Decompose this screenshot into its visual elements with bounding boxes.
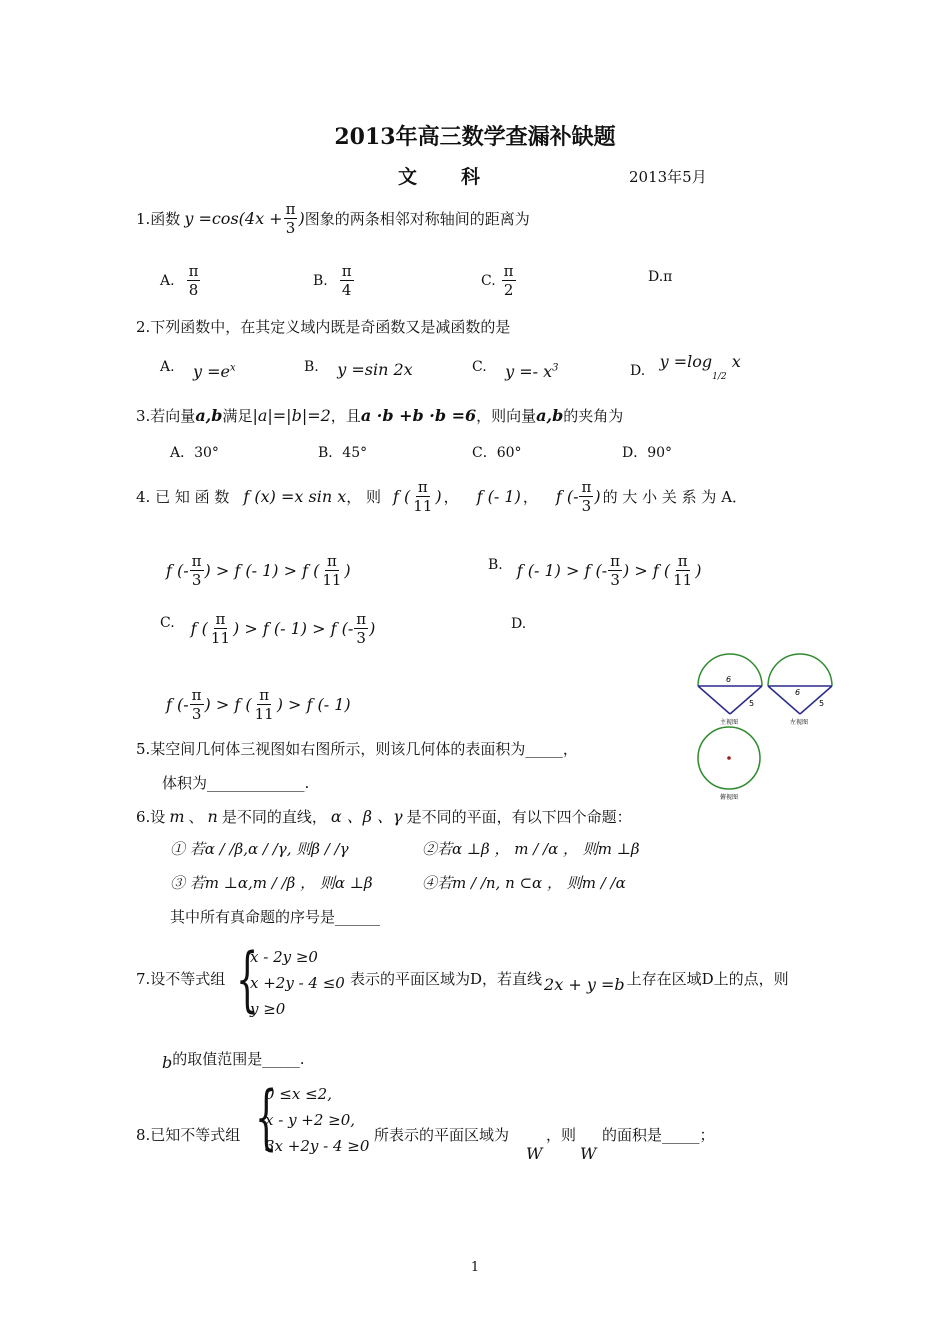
q7-line-equation: 2x + y =b	[544, 975, 625, 994]
option-label: A.	[160, 359, 175, 375]
option-expr: $y =e^x$	[193, 362, 236, 381]
q3-vectors: a,b	[536, 406, 564, 425]
q4-option-c: C. f ( $\frac{\pi}{11}$ ) > f (- 1) > f (- $\frac{\pi}{3}$ )	[160, 610, 376, 647]
q4-expr: )	[594, 487, 601, 506]
question-2: 2.下列函数中，在其定义域内既是奇函数又是减函数的是	[136, 318, 511, 336]
q7-text-post: 上存在区域D上的点，则	[626, 970, 789, 988]
q3-condition-2: a ·b +b ·b =6	[360, 406, 477, 425]
option-expr: $y =\log_{1/2}$ x	[659, 352, 741, 383]
q2-option-c	[472, 356, 559, 381]
q4-fraction: $\frac{\pi}{11}$	[413, 478, 433, 515]
q6-prefix: 6.设	[136, 808, 166, 826]
question-7-label: 7.设不等式组	[136, 970, 226, 988]
q3-prefix: 3.若向量	[136, 407, 196, 425]
q6-proposition-1: ① 若α / /β,α / /γ, 则β / /γ	[170, 840, 349, 858]
q4-function: f (x) =x sin x	[243, 487, 347, 506]
q6-text: 是不同的平面，有以下四个命题：	[406, 808, 632, 826]
question-3	[136, 405, 623, 426]
q3-option-c: C．60°	[472, 445, 522, 461]
q3-option-a: A．30°	[170, 445, 219, 461]
q7-ineq-2: x +2y - 4 ≤0	[250, 974, 345, 992]
q1-option-b	[313, 262, 355, 299]
question-6: 6.设 m 、 n 是不同的直线， α 、β 、γ 是不同的平面，有以下四个命题：	[136, 807, 632, 826]
q4-expr: f (- 1)	[476, 487, 521, 506]
q1-formula: y =cos(4x +	[184, 209, 283, 228]
q7-ask	[162, 1048, 305, 1072]
q3-option-b: B．45°	[318, 445, 368, 461]
front-view	[698, 654, 762, 726]
option-label: C.	[472, 359, 487, 375]
q8-ineq-1: 0 ≤x ≤2,	[265, 1085, 332, 1103]
q8-ineq-3: 3x +2y - 4 ≥0	[265, 1137, 370, 1155]
question-8-label: 8.已知不等式组	[136, 1126, 241, 1144]
q8-w2: W	[580, 1144, 597, 1163]
option-expr: $y =- x^3$	[505, 362, 559, 381]
q4-option-b: B. f (- 1) > f (- $\frac{\pi}{3}$ ) > f ( $\frac{\pi}{11}$ )	[488, 552, 702, 589]
q1-prefix: 1.函数	[136, 210, 181, 228]
q4-text: ， 则	[346, 488, 382, 506]
front-chord-label: 6	[726, 675, 732, 684]
q1-fraction: $\frac{\pi}{3}$	[285, 200, 296, 237]
question-1	[136, 200, 530, 237]
q4-prefix: 4. 已 知 函 数	[136, 488, 230, 506]
q7-brace: {	[236, 938, 259, 1020]
q3-text: 满足	[222, 407, 253, 425]
q8-ask: 的面积是_____；	[602, 1126, 715, 1144]
side-chord-label: 6	[795, 688, 801, 697]
q8-w1: W	[526, 1144, 543, 1163]
q4-option-a: f (- $\frac{\pi}{3}$ ) > f (- 1) > f ( $\frac{\pi}{11}$ )	[166, 552, 351, 589]
exam-date: 2013年5月	[629, 168, 707, 186]
q1-option-c	[481, 262, 517, 299]
q1-option-d: D.π	[648, 269, 673, 285]
front-slant-label: 5	[749, 699, 755, 708]
option-label: C.	[481, 272, 496, 289]
subject-label: 文 科	[398, 166, 483, 188]
option-fraction: $\frac{\pi}{2}$	[503, 262, 514, 299]
center-point	[727, 756, 731, 760]
q7-ask-text: 的取值范围是_____.	[172, 1050, 305, 1068]
q2-option-a	[160, 356, 236, 381]
option-fraction: $\frac{\pi}{8}$	[188, 262, 199, 299]
top-view	[698, 727, 760, 801]
page-number: 1	[470, 1260, 480, 1275]
q1-text: 图象的两条相邻对称轴间的距离为	[304, 210, 530, 228]
side-view-label: 左视图	[790, 719, 809, 726]
three-view-figure	[692, 650, 834, 802]
q7-text-mid: 表示的平面区域为D，若直线	[350, 970, 543, 988]
q7-ineq-1: x - 2y ≥0	[250, 948, 318, 966]
option-label: A.	[160, 272, 175, 289]
q8-brace: {	[255, 1076, 278, 1158]
q6-planes: α 、β 、γ	[330, 807, 403, 826]
option-label: B.	[304, 359, 319, 375]
q3-text: ，且	[330, 407, 361, 425]
q4-expr: f (	[393, 487, 411, 506]
q2-option-b	[304, 356, 413, 379]
q4-option-d-label: D.	[511, 616, 527, 632]
q6-proposition-2: ②若α ⊥β ， m / /α ， 则m ⊥β	[422, 840, 640, 858]
q1-formula-close: )	[298, 209, 305, 228]
q3-condition-1: |a|=|b|=2	[252, 406, 331, 425]
option-label: D.	[630, 363, 646, 379]
q7-ineq-3: y ≥0	[250, 1000, 286, 1018]
q7-text	[350, 968, 789, 994]
q2-option-d	[630, 352, 741, 383]
q6-proposition-3: ③ 若m ⊥α,m / /β ， 则α ⊥β	[170, 874, 373, 892]
q3-option-d: D．90°	[622, 445, 673, 461]
question-5: 5.某空间几何体三视图如右图所示，则该几何体的表面积为_____，	[136, 740, 578, 758]
option-fraction: $\frac{\pi}{4}$	[341, 262, 352, 299]
question-5-volume: 体积为_____________.	[162, 774, 310, 792]
q8-ineq-2: x - y +2 ≥0,	[265, 1111, 356, 1129]
q6-ask: 其中所有真命题的序号是______	[170, 908, 381, 926]
side-view	[768, 654, 832, 726]
q4-expr: )	[435, 487, 442, 506]
top-view-label: 俯视图	[720, 794, 739, 801]
document-title: 2013年高三数学查漏补缺题	[334, 124, 616, 150]
q1-option-a	[160, 262, 201, 299]
side-slant-label: 5	[819, 699, 825, 708]
q3-text: ，则向量	[476, 407, 537, 425]
q4-text: 的 大 小 关 系 为 A．	[602, 488, 748, 506]
q3-text: 的夹角为	[563, 407, 624, 425]
q6-n: n	[207, 807, 218, 826]
q4-fraction: $\frac{\pi}{3}$	[581, 478, 592, 515]
q6-m: m	[169, 807, 185, 826]
q6-text: 是不同的直线，	[221, 808, 327, 826]
q7-b: b	[162, 1053, 173, 1072]
option-expr: y =sin 2x	[337, 360, 413, 379]
q3-vectors: a,b	[195, 406, 223, 425]
front-view-label: 主视图	[720, 719, 739, 726]
q4-option-d: f (- $\frac{\pi}{3}$ ) > f ( $\frac{\pi}{11}$ ) > f (- 1)	[166, 686, 351, 723]
question-4: 4. 已 知 函 数 f (x) =x sin x ， 则 f ( $\frac{\pi}{11}$ ) ， f (- 1) ， f (- $\frac{\pi}{3}$ ) 的 大 小 关 系 为 A．	[136, 478, 748, 515]
q4-expr: f (-	[555, 487, 579, 506]
q8-text-mid: 所表示的平面区域为	[374, 1126, 510, 1144]
option-label: B.	[313, 272, 328, 289]
q6-proposition-4: ④若m / /n, n ⊂α ， 则m / /α	[422, 874, 626, 892]
q8-then: ，则	[546, 1126, 577, 1144]
